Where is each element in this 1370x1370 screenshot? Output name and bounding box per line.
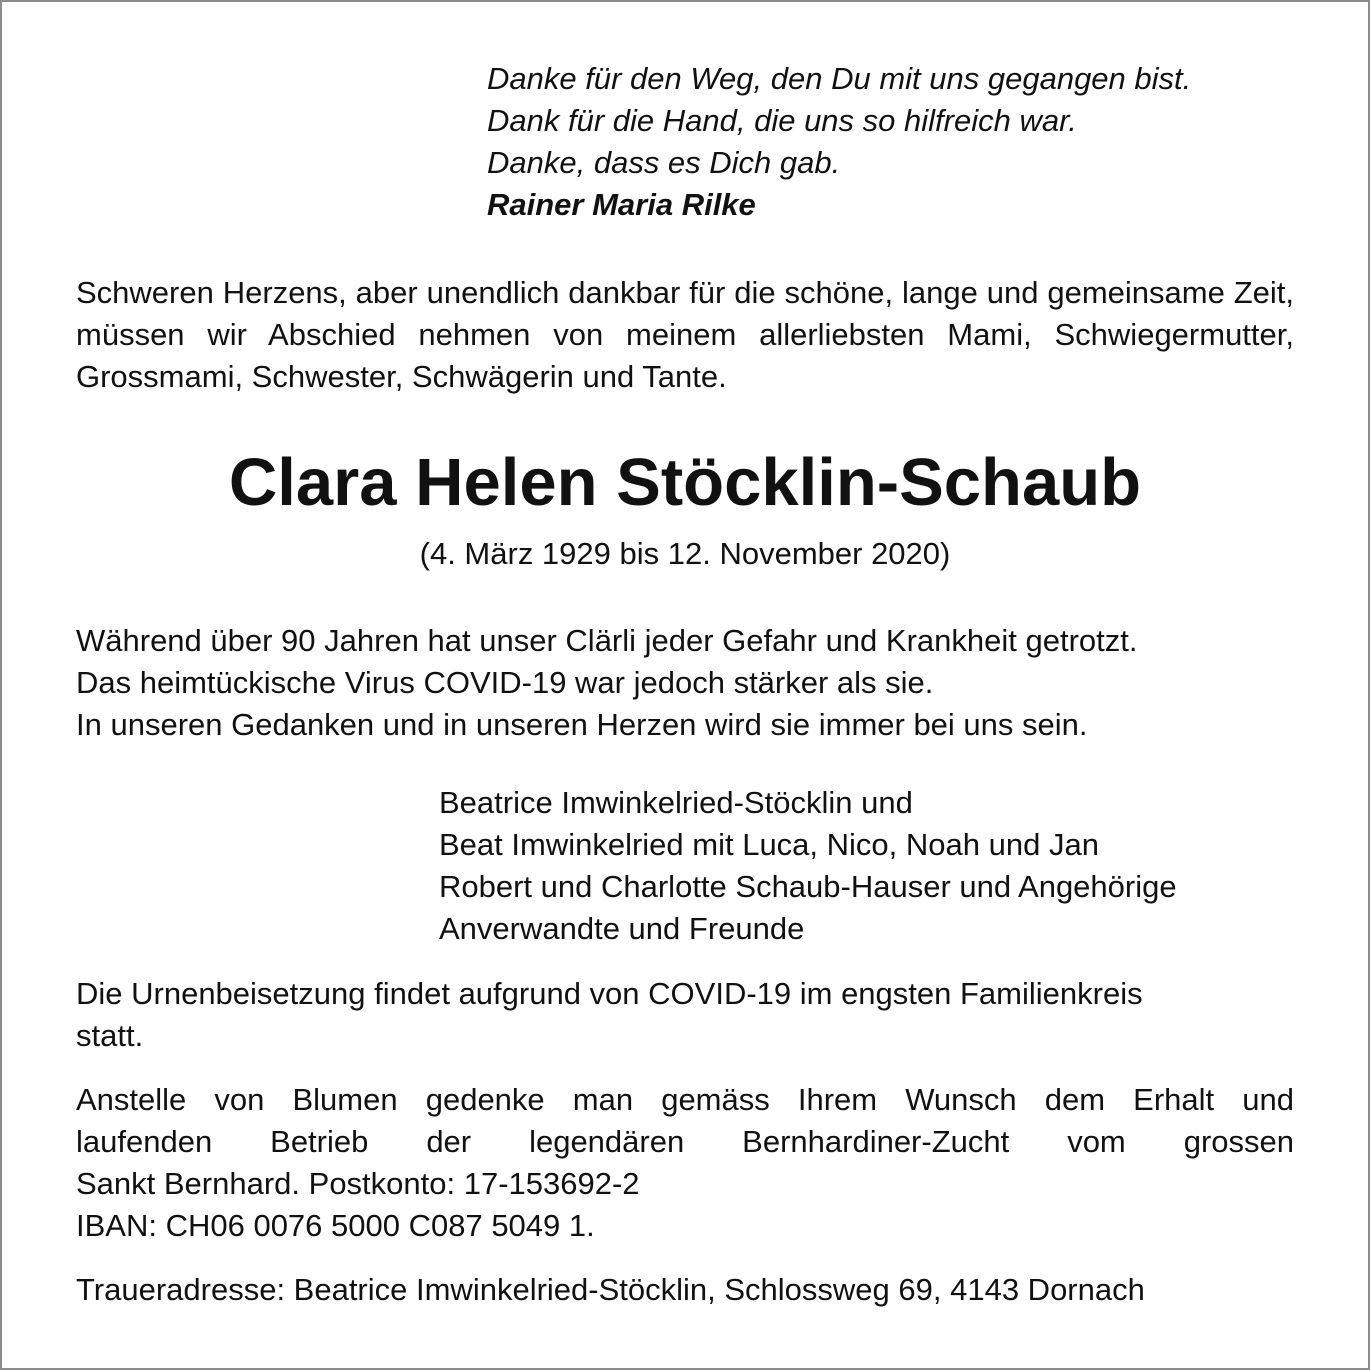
mourning-address: Traueradresse: Beatrice Imwinkelried-Stöcklin, Schlossweg 69, 4143 Dornach xyxy=(76,1272,1145,1307)
poem xyxy=(487,58,1191,226)
poem-author: Rainer Maria Rilke xyxy=(487,187,756,222)
message-paragraph xyxy=(76,620,1316,746)
postal-account-line: Sankt Bernhard. Postkonto: 17-153692-2 xyxy=(76,1166,640,1201)
mourner-line: Beat Imwinkelried mit Luca, Nico, Noah und Jan xyxy=(439,827,1099,862)
message-line: In unseren Gedanken und in unseren Herzen wird sie immer bei uns sein. xyxy=(76,707,1088,742)
iban-line: IBAN: CH06 0076 5000 C087 5049 1. xyxy=(76,1208,595,1243)
donation-paragraph xyxy=(76,1079,1294,1247)
poem-line: Danke für den Weg, den Du mit uns gegangen bist. xyxy=(487,61,1192,96)
poem-line: Danke, dass es Dich gab. xyxy=(487,145,841,180)
donation-line: Anstelle von Blumen gedenke man gemäss Ihrem Wunsch dem Erhalt und xyxy=(76,1082,1294,1117)
mourner-line: Beatrice Imwinkelried-Stöcklin und xyxy=(439,785,913,820)
mourners-list xyxy=(439,782,1177,950)
mourner-line: Anverwandte und Freunde xyxy=(439,911,805,946)
burial-line: statt. xyxy=(76,1018,144,1053)
intro-paragraph: Schweren Herzens, aber unendlich dankbar für die schöne, lange und gemeinsame Zeit, müssen wir Abschied nehmen von meinem allerliebsten Mami, Schwiegermutter, Grossmami, Schwester, Schwägerin und Tante. xyxy=(76,275,1294,394)
message-line: Während über 90 Jahren hat unser Clärli jeder Gefahr und Krankheit getrotzt. xyxy=(76,623,1138,658)
mourner-line: Robert und Charlotte Schaub-Hauser und Angehörige xyxy=(439,869,1177,904)
poem-line: Dank für die Hand, die uns so hilfreich war. xyxy=(487,103,1077,138)
deceased-dates: (4. März 1929 bis 12. November 2020) xyxy=(419,536,951,571)
deceased-name: Clara Helen Stöcklin-Schaub xyxy=(228,445,1142,520)
donation-line: laufenden Betrieb der legendären Bernhardiner-Zucht vom grossen xyxy=(76,1124,1294,1159)
burial-line: Die Urnenbeisetzung findet aufgrund von COVID-19 im engsten Familienkreis xyxy=(76,976,1143,1011)
message-line: Das heimtückische Virus COVID-19 war jedoch stärker als sie. xyxy=(76,665,934,700)
burial-paragraph xyxy=(76,973,1316,1057)
